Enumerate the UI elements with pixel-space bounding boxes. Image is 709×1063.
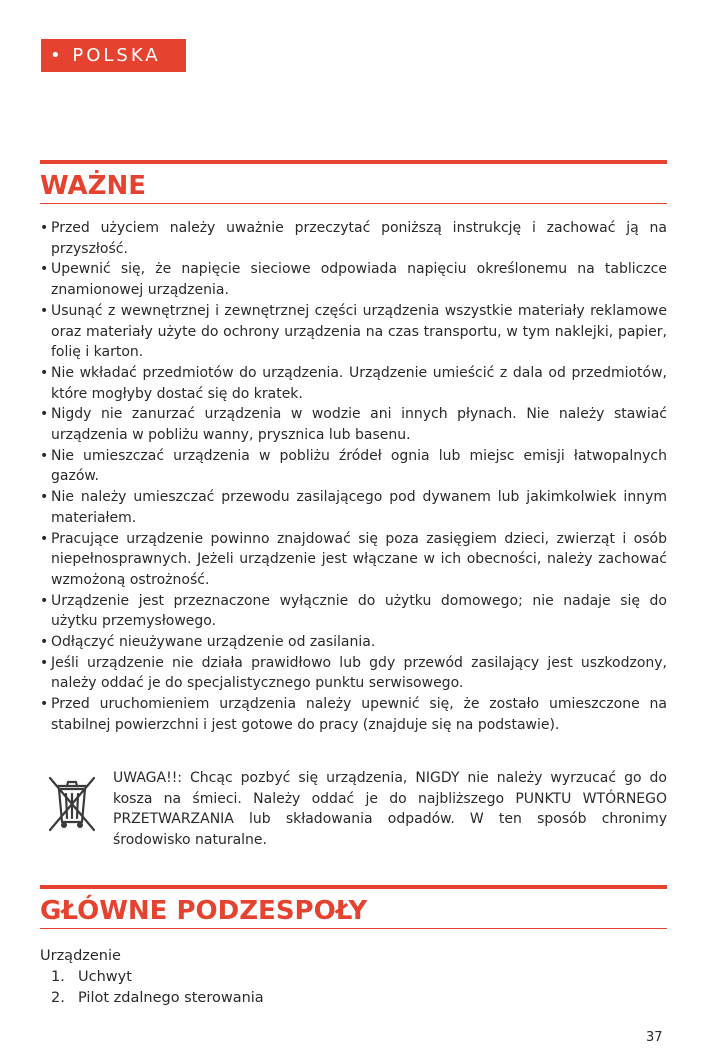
section-important-header <box>40 160 667 204</box>
parts-subtitle: Urządzenie <box>40 948 121 964</box>
section-title-important: WAŻNE <box>40 171 147 201</box>
bullet: • <box>40 261 49 278</box>
list-item: • Jeśli urządzenie nie działa prawidłowo lub gdy przewód zasilający jest uszkodzony, należy oddać je do specjalistycznego punktu serwisowego. <box>40 654 667 692</box>
list-item: 2. Pilot zdalnego sterowania <box>51 990 264 1006</box>
section-rule-bottom <box>40 928 667 929</box>
disposal-warning-text: UWAGA!!: Chcąc pozbyć się urządzenia, NIGDY nie należy wyrzucać go do kosza na śmieci. Należy oddać je do najbliższego PUNKTU WTÓRNEGO PRZETWARZANIA lub składowania odpadów. W ten sposób chronimy środowisko naturalne. <box>113 770 667 849</box>
list-item: • Nie umieszczać urządzenia w pobliżu źródeł ognia lub miejsc emisji łatwopalnych gazów. <box>40 447 667 485</box>
section-parts-header <box>40 885 667 929</box>
list-item: • Przed uruchomieniem urządzenia należy upewnić się, że zostało umieszczone na stabilnej powierzchni i jest gotowe do pracy (znajduje się na podstawie). <box>40 696 667 733</box>
parts-list-block <box>40 946 667 1009</box>
bullet: • <box>40 696 49 713</box>
bullet: • <box>40 302 49 319</box>
bullet: • <box>40 220 49 236</box>
section-title-parts: GŁÓWNE PODZESPOŁY <box>40 896 368 926</box>
page-number: 37 <box>646 1030 663 1045</box>
disposal-warning <box>40 768 667 848</box>
bullet: • <box>40 634 49 651</box>
list-item: • Nie należy umieszczać przewodu zasilającego pod dywanem lub jakimkolwiek innym materiałem. <box>40 489 667 526</box>
section-rule-bottom <box>40 203 667 204</box>
parts-list <box>40 967 667 1009</box>
list-item: • Nie wkładać przedmiotów do urządzenia. Urządzenie umieścić z dala od przedmiotów, które mogłyby dostać się do kratek. <box>40 364 667 402</box>
bullet: • <box>40 489 49 506</box>
list-item: • Pracujące urządzenie powinno znajdować się poza zasięgiem dzieci, zwierząt i osób niepełnosprawnych. Jeżeli urządzenie jest włączane w ich obecności, należy zachować wzmożoną ostrożność. <box>40 530 667 588</box>
list-item: • Odłączyć nieużywane urządzenie od zasilania. <box>40 632 667 653</box>
bullet: • <box>40 654 49 671</box>
list-item: • Usunąć z wewnętrznej i zewnętrznej części urządzenia wszystkie materiały reklamowe oraz materiały użyte do ochrony urządzenia na czas transportu, w tym naklejki, papier, folię i karton. <box>40 302 667 361</box>
safety-instructions-list <box>40 218 667 736</box>
bullet: • <box>40 592 49 609</box>
list-item: • Przed użyciem należy uważnie przeczytać poniższą instrukcję i zachować ją na przyszłość. <box>40 220 667 257</box>
bullet: • <box>40 364 49 381</box>
list-item: 1. Uchwyt <box>51 969 132 985</box>
bullet: • <box>40 447 49 464</box>
list-item: • Urządzenie jest przeznaczone wyłącznie do użytku domowego; nie nadaje się do użytku przemysłowego. <box>40 592 667 630</box>
language-badge: • POLSKA <box>41 39 186 72</box>
crossed-out-wheelie-bin-icon <box>44 774 100 834</box>
list-item: • Upewnić się, że napięcie sieciowe odpowiada napięciu określonemu na tabliczce znamionowej urządzenia. <box>40 261 667 299</box>
bullet: • <box>40 530 49 547</box>
bullet: • <box>40 406 49 423</box>
list-item: • Nigdy nie zanurzać urządzenia w wodzie ani innych płynach. Nie należy stawiać urządzenia w pobliżu wanny, prysznica lub basenu. <box>40 406 667 444</box>
